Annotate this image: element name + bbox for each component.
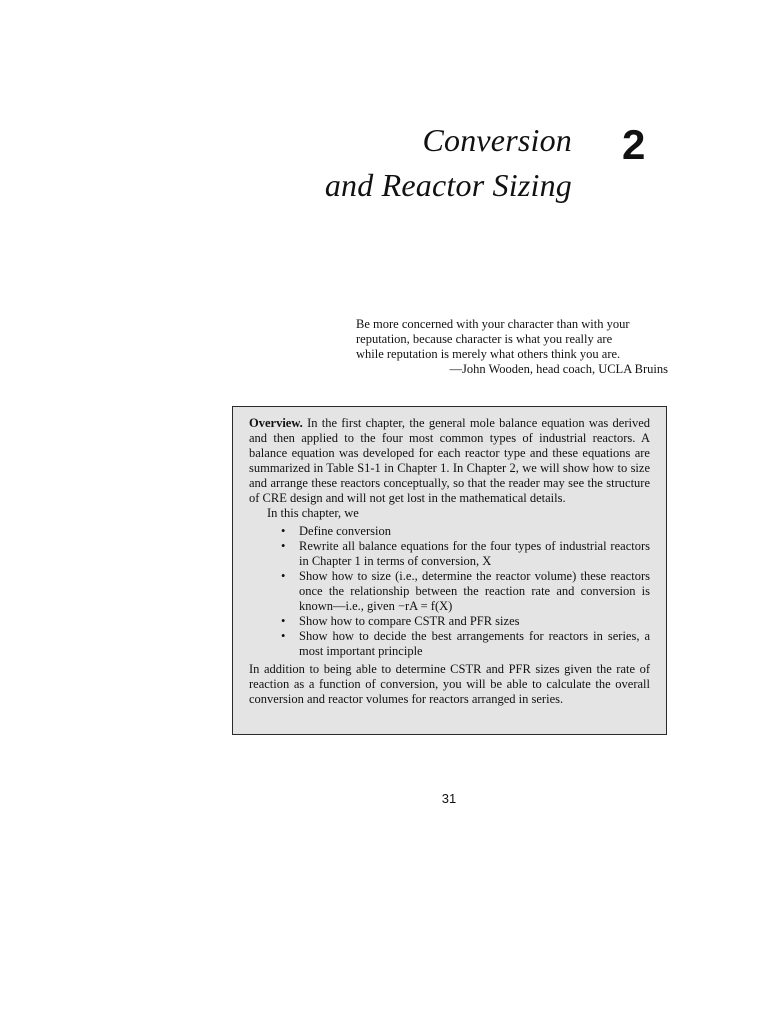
objective-text: Show how to decide the best arrangements for reactors in series, a most important principle bbox=[299, 629, 650, 658]
epigraph-line: while reputation is merely what others think you are. bbox=[356, 347, 621, 361]
objective-text: Show how to compare CSTR and PFR sizes bbox=[299, 614, 520, 628]
chapter-number: 2 bbox=[622, 121, 646, 168]
objectives-list bbox=[249, 524, 650, 659]
overview-heading: Overview. bbox=[249, 416, 303, 430]
objective-item bbox=[281, 569, 650, 614]
chapter-title-line-1: Conversion bbox=[422, 122, 572, 158]
objective-text: Show how to size (i.e., determine the reactor volume) these reactors once the relationship between the reaction rate and conversion is known—i.e., given −rA = f(X) bbox=[299, 569, 650, 613]
bullet-icon: • bbox=[281, 629, 286, 643]
bullet-icon: • bbox=[281, 569, 286, 583]
page-number: 31 bbox=[441, 791, 457, 806]
objective-text: Define conversion bbox=[299, 524, 391, 538]
overview-text: In the first chapter, the general mole balance equation was derived and then applied to the four most common types of industrial reactors. A balance equation was developed for each reactor type and these equations are summarized in Table S1-1 in Chapter 1. In Chapter 2, we will show how to size and arrange these reactors conceptually, so that the reader may see the structure of CRE design and will not get lost in the mathematical details. bbox=[249, 416, 651, 505]
overview-box bbox=[232, 406, 667, 735]
objective-item bbox=[281, 614, 650, 629]
bullet-icon: • bbox=[281, 614, 286, 628]
bullet-icon: • bbox=[281, 524, 286, 538]
overview-closing: In addition to being able to determine CSTR and PFR sizes given the rate of reaction as a function of conversion, you will be able to calculate the overall conversion and reactor volumes for reactors arranged in series. bbox=[249, 662, 650, 706]
objective-item bbox=[281, 524, 650, 539]
chapter-title-line-2: and Reactor Sizing bbox=[324, 167, 572, 203]
objective-text: Rewrite all balance equations for the four types of industrial reactors in Chapter 1 in terms of conversion, X bbox=[299, 539, 650, 568]
epigraph bbox=[356, 317, 668, 377]
chapter-title bbox=[325, 118, 572, 208]
overview-paragraph bbox=[249, 416, 650, 506]
objective-item bbox=[281, 629, 650, 659]
epigraph-attribution: —John Wooden, head coach, UCLA Bruins bbox=[449, 362, 668, 376]
bullet-icon: • bbox=[281, 539, 286, 553]
epigraph-line: Be more concerned with your character than with your bbox=[356, 317, 630, 331]
epigraph-line: reputation, because character is what you really are bbox=[356, 332, 613, 346]
overview-intro: In this chapter, we bbox=[267, 506, 359, 520]
objective-item bbox=[281, 539, 650, 569]
